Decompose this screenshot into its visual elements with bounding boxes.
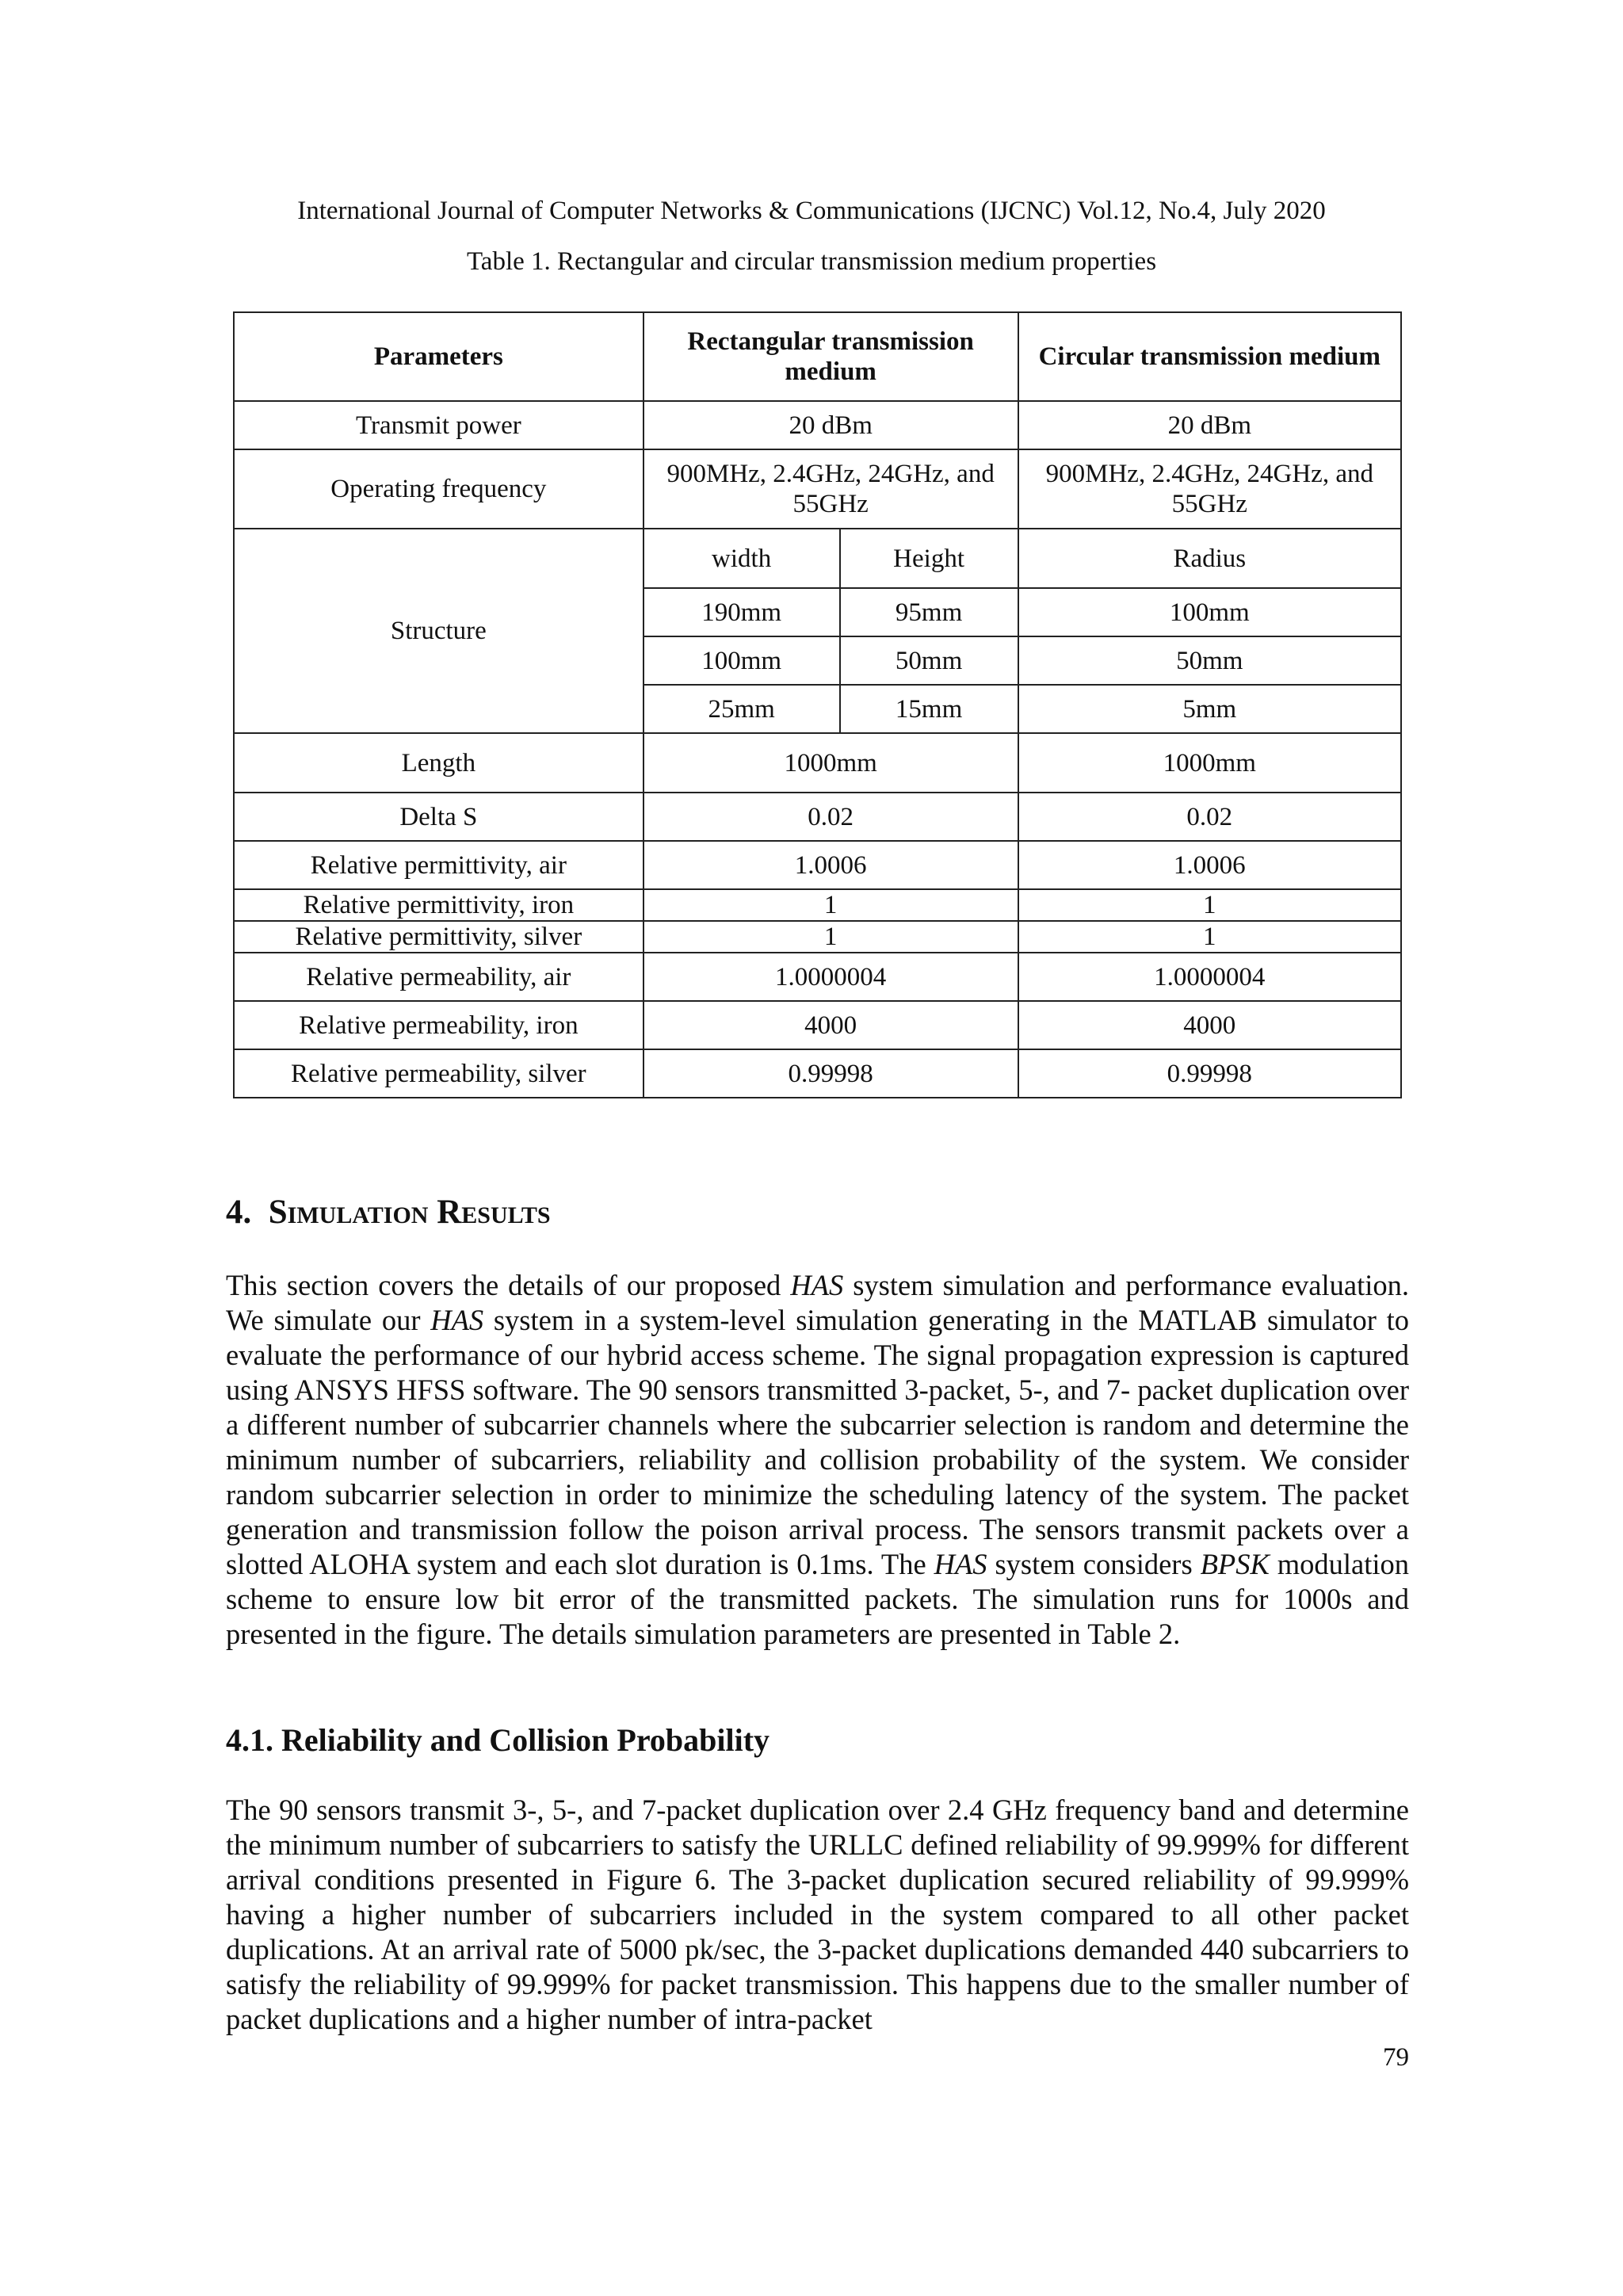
height-cell: 95mm <box>840 588 1018 636</box>
header-rectangular: Rectangular transmission medium <box>643 312 1018 401</box>
circ-cell: 1000mm <box>1018 733 1401 793</box>
radius-cell: 50mm <box>1018 636 1401 685</box>
table-row <box>234 1049 1401 1098</box>
circ-cell: 0.99998 <box>1018 1049 1401 1098</box>
width-cell: 190mm <box>643 588 840 636</box>
subheader-width: width <box>643 529 840 588</box>
subheader-height: Height <box>840 529 1018 588</box>
param-cell: Relative permittivity, silver <box>234 921 643 953</box>
header-parameters: Parameters <box>234 312 643 401</box>
section-title: Simulation Results <box>268 1194 551 1231</box>
param-cell: Relative permittivity, iron <box>234 889 643 921</box>
rect-cell: 1000mm <box>643 733 1018 793</box>
table-row <box>234 889 1401 921</box>
table-row <box>234 921 1401 953</box>
table-caption: Table 1. Rectangular and circular transmission medium properties <box>466 247 1157 276</box>
table-header-row <box>234 312 1401 401</box>
text-run-italic: BPSK <box>1200 1548 1270 1580</box>
section-heading <box>226 1193 551 1232</box>
rect-cell: 1.0006 <box>643 841 1018 889</box>
radius-cell: 5mm <box>1018 685 1401 733</box>
rect-cell: 0.02 <box>643 793 1018 841</box>
circ-cell: 4000 <box>1018 1001 1401 1049</box>
circ-cell: 1.0000004 <box>1018 953 1401 1001</box>
param-cell: Length <box>234 733 643 793</box>
param-cell: Relative permeability, silver <box>234 1049 643 1098</box>
rect-cell: 1.0000004 <box>643 953 1018 1001</box>
text-run: modulation scheme to ensure low bit error of the transmitted packets. The simulation runs for 1000s and presented in the figure. The details simulation parameters are presented in Table 2. <box>226 1548 1410 1650</box>
rect-cell: 1 <box>643 889 1018 921</box>
table-row <box>234 1001 1401 1049</box>
text-run-italic: HAS <box>934 1548 987 1580</box>
param-cell: Structure <box>234 529 643 733</box>
rect-cell: 900MHz, 2.4GHz, 24GHz, and 55GHz <box>643 449 1018 529</box>
text-run: This section covers the details of our proposed <box>226 1269 791 1301</box>
width-cell: 25mm <box>643 685 840 733</box>
table-row <box>234 953 1401 1001</box>
text-run: system in a system-level simulation generating in the MATLAB simulator to evaluate the performance of our hybrid access scheme. The signal propagation expression is captured using ANSYS HFSS software. The 90 sensors transmitted 3-packet, 5-, and 7- packet duplication over a different number of subcarrier channels where the subcarrier selection is random and determine the minimum number of subcarriers, reliability and collision probability of the system. We consider random subcarrier selection in order to minimize the scheduling latency of the system. The packet generation and transmission follow the poison arrival process. The sensors transmit packets over a slotted ALOHA system and each slot duration is 0.1ms. The <box>226 1304 1409 1580</box>
rect-cell: 4000 <box>643 1001 1018 1049</box>
page-number: 79 <box>1383 2043 1409 2072</box>
section-paragraph <box>226 1268 1409 1652</box>
param-cell: Delta S <box>234 793 643 841</box>
header-circular: Circular transmission medium <box>1018 312 1401 401</box>
circ-cell: 1 <box>1018 921 1401 953</box>
param-cell: Relative permittivity, air <box>234 841 643 889</box>
rect-cell: 1 <box>643 921 1018 953</box>
table-row <box>234 733 1401 793</box>
properties-table <box>233 311 1402 1098</box>
table-row <box>234 529 1401 588</box>
param-cell: Transmit power <box>234 401 643 449</box>
running-header: International Journal of Computer Networks & Communications (IJCNC) Vol.12, No.4, July 2020 <box>297 197 1326 225</box>
height-cell: 50mm <box>840 636 1018 685</box>
param-cell: Relative permeability, air <box>234 953 643 1001</box>
subheader-radius: Radius <box>1018 529 1401 588</box>
subsection-paragraph: The 90 sensors transmit 3-, 5-, and 7-packet duplication over 2.4 GHz frequency band and determine the minimum number of subcarriers to satisfy the URLLC defined reliability of 99.999% for different arrival conditions presented in Figure 6. The 3-packet duplication secured reliability of 99.999% having a higher number of subcarriers included in the system compared to all other packet duplications. At an arrival rate of 5000 pk/sec, the 3-packet duplications demanded 440 subcarriers to satisfy the reliability of 99.999% for packet transmission. This happens due to the smaller number of packet duplications and a higher number of intra-packet <box>226 1794 1409 2035</box>
subsection-heading: 4.1. Reliability and Collision Probability <box>226 1722 770 1758</box>
width-cell: 100mm <box>643 636 840 685</box>
text-run: system simulation and performance evaluation. We simulate our <box>226 1269 1409 1336</box>
table-row <box>234 401 1401 449</box>
text-run: system considers <box>987 1548 1201 1580</box>
rect-cell: 20 dBm <box>643 401 1018 449</box>
table-row <box>234 793 1401 841</box>
radius-cell: 100mm <box>1018 588 1401 636</box>
table-row <box>234 841 1401 889</box>
text-run-italic: HAS <box>430 1304 484 1336</box>
param-cell: Operating frequency <box>234 449 643 529</box>
table-row <box>234 449 1401 529</box>
rect-cell: 0.99998 <box>643 1049 1018 1098</box>
circ-cell: 0.02 <box>1018 793 1401 841</box>
height-cell: 15mm <box>840 685 1018 733</box>
circ-cell: 900MHz, 2.4GHz, 24GHz, and 55GHz <box>1018 449 1401 529</box>
text-run-italic: HAS <box>790 1269 844 1301</box>
circ-cell: 20 dBm <box>1018 401 1401 449</box>
param-cell: Relative permeability, iron <box>234 1001 643 1049</box>
circ-cell: 1.0006 <box>1018 841 1401 889</box>
section-number: 4. <box>226 1194 252 1231</box>
circ-cell: 1 <box>1018 889 1401 921</box>
